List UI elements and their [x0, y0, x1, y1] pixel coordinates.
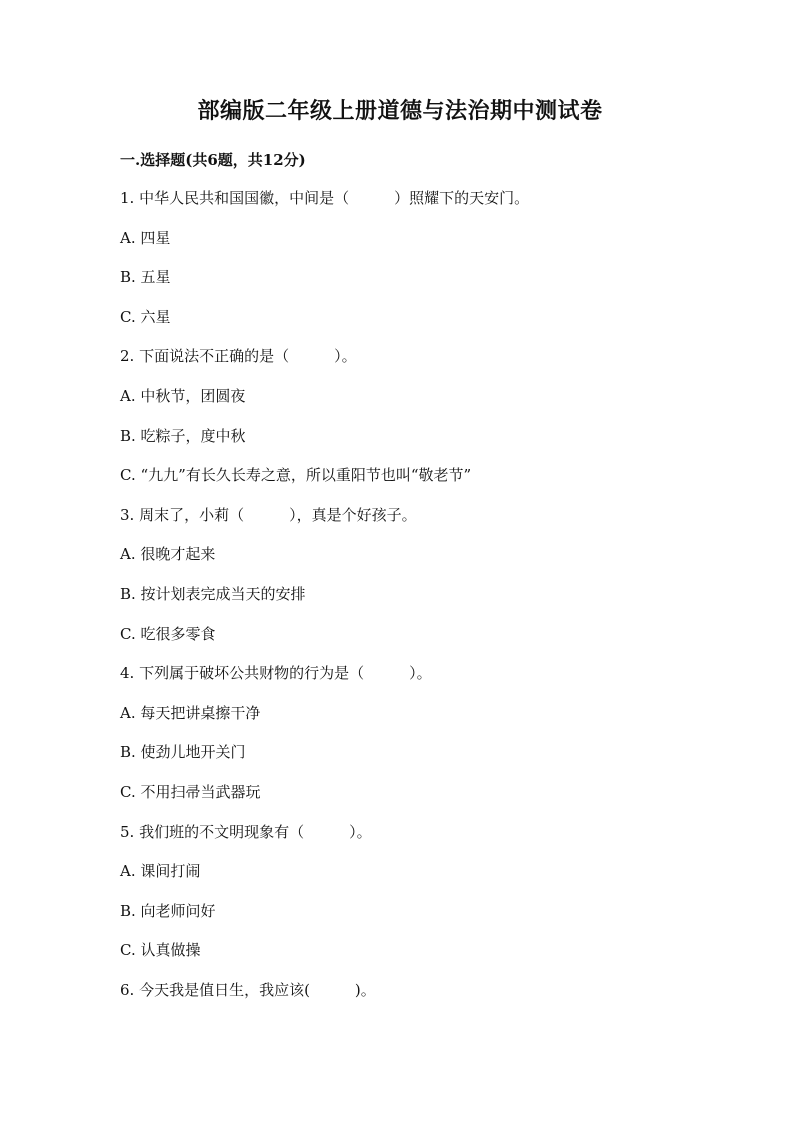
question-list: [120, 187, 720, 1018]
q4-option-c: C. 不用扫帚当武器玩: [120, 782, 261, 801]
q5-option-a: A. 课间打闹: [120, 862, 201, 881]
q5-option-b: B. 向老师问好: [120, 901, 216, 920]
q2-option-c: C. “九九”有长久长寿之意，所以重阳节也叫“敬老节”: [120, 466, 472, 485]
q2-option-b: B. 吃粽子，度中秋: [120, 426, 246, 445]
q3-option-c: C. 吃很多零食: [120, 624, 216, 643]
question-5: 5. 我们班的不文明现象有（ ）。: [120, 822, 372, 841]
question-6: 6. 今天我是值日生，我应该( )。: [120, 980, 376, 999]
section-heading: 一.选择题(共6题，共12分): [120, 151, 306, 169]
q1-option-c: C. 六星: [120, 307, 171, 326]
q1-option-a: A. 四星: [120, 228, 171, 247]
q1-option-b: B. 五星: [120, 268, 171, 287]
question-1: 1. 中华人民共和国国徽，中间是（ ）照耀下的天安门。: [120, 189, 530, 207]
question-2: 2. 下面说法不正确的是（ ）。: [120, 347, 357, 366]
q3-option-a: A. 很晚才起来: [120, 545, 216, 564]
question-4: 4. 下列属于破坏公共财物的行为是（ ）。: [120, 664, 432, 683]
q5-option-c: C. 认真做操: [120, 941, 201, 960]
page-title: 部编版二年级上册道德与法治期中测试卷: [197, 98, 603, 124]
q4-option-a: A. 每天把讲桌擦干净: [120, 703, 261, 722]
q4-option-b: B. 使劲儿地开关门: [120, 743, 246, 762]
question-3: 3. 周末了，小莉（ ），真是个好孩子。: [120, 505, 417, 524]
q2-option-a: A. 中秋节，团圆夜: [120, 386, 246, 405]
q3-option-b: B. 按计划表完成当天的安排: [120, 584, 306, 603]
